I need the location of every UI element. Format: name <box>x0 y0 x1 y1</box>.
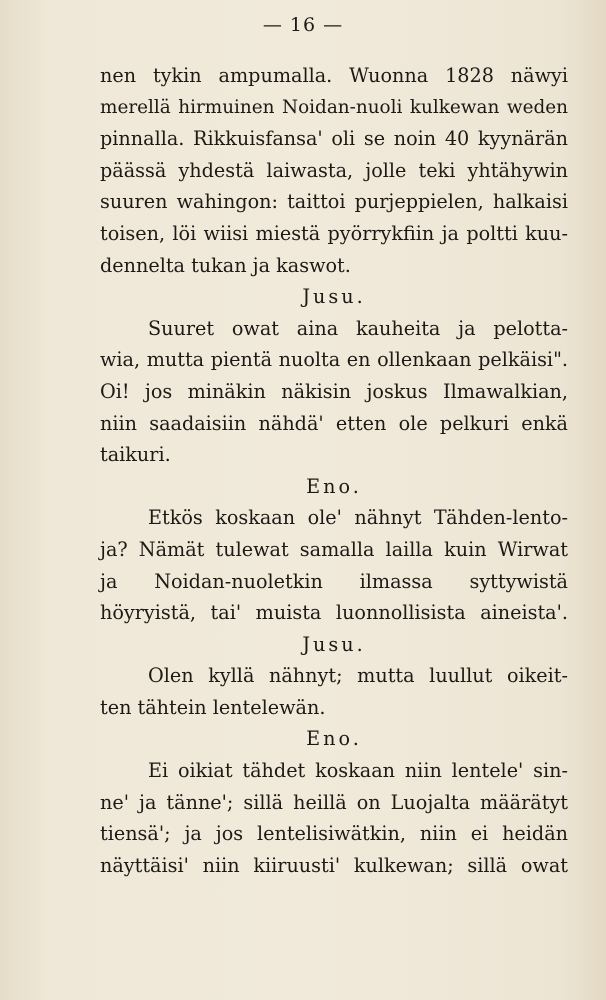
text-line: taikuri. <box>100 443 171 467</box>
body-text <box>100 60 568 881</box>
text-line: ne' ja tänne'; sillä heillä on Luojalta määrätyt <box>100 790 568 814</box>
text-line: toisen, löi wiisi miestä pyörrykfiin ja poltti kuu- <box>100 221 568 245</box>
speaker-name: Jusu. <box>302 632 366 656</box>
text-line: suuren wahingon: taittoi purjeppielen, halkaisi <box>100 190 568 214</box>
text-line: näyttäisi' niin kiiruusti' kulkewan; sillä owat <box>100 853 568 877</box>
speaker-name: Jusu. <box>302 285 366 309</box>
text-line: dennelta tukan ja kaswot. <box>100 253 351 277</box>
text-line: tiensä'; ja jos lentelisiwätkin, niin ei heidän <box>100 822 568 846</box>
page-number-header: — 16 — <box>262 14 344 36</box>
text-line: Oi! jos minäkin näkisin joskus Ilmawalkian, <box>100 379 568 403</box>
text-line: pinnalla. Rikkuisfansa' oli se noin 40 kyynärän <box>100 127 568 151</box>
text-line: höyryistä, tai' muista luonnollisista aineista'. <box>100 601 568 625</box>
text-line: wia, mutta pientä nuolta en ollenkaan pelkäisi". <box>100 348 568 372</box>
text-line: ja? Nämät tulewat samalla lailla kuin Wirwat <box>100 537 568 561</box>
text-line: Olen kyllä nähnyt; mutta luullut oikeit- <box>148 664 568 688</box>
text-line: Etkös koskaan ole' nähnyt Tähden-lento- <box>148 506 568 530</box>
text-line: ten tähtein lentelewän. <box>100 695 326 719</box>
text-line: päässä yhdestä laiwasta, jolle teki yhtähywin <box>100 158 568 182</box>
text-line: niin saadaisiin nähdä' etten ole pelkuri enkä <box>100 411 568 435</box>
text-line: Ei oikiat tähdet koskaan niin lentele' sin- <box>148 759 568 783</box>
speaker-name: Eno. <box>306 474 362 498</box>
speaker-name: Eno. <box>306 727 362 751</box>
text-line: merellä hirmuinen Noidan-nuoli kulkewan weden <box>100 96 568 118</box>
text-line: ja Noidan-nuoletkin ilmassa syttywistä <box>100 569 568 593</box>
text-line: Suuret owat aina kauheita ja pelotta- <box>148 316 568 340</box>
text-line: nen tykin ampumalla. Wuonna 1828 näwyi <box>100 64 568 87</box>
